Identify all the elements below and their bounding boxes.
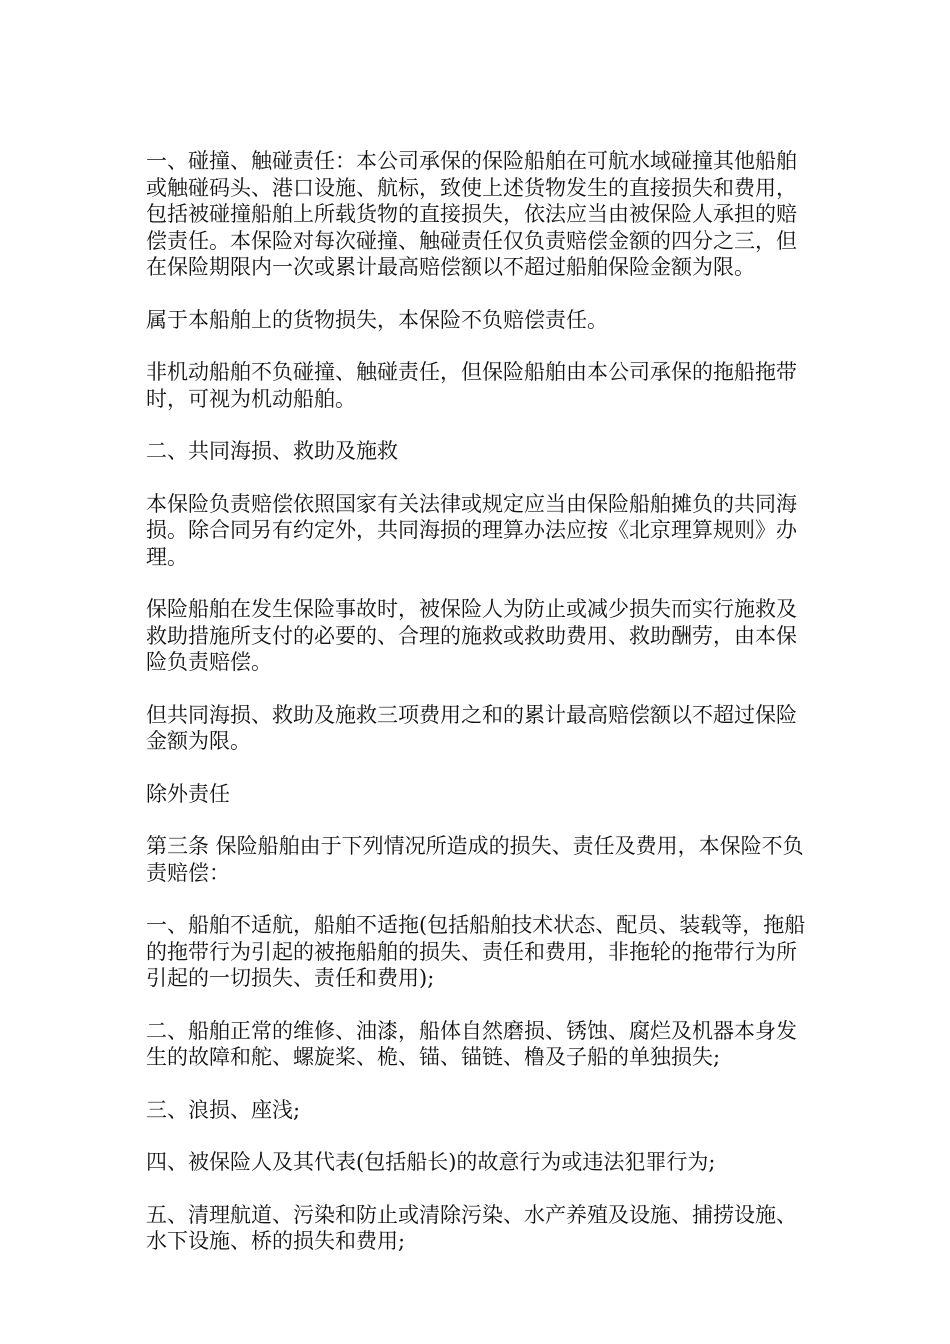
paragraph-general-average: 本保险负责赔偿依照国家有关法律或规定应当由保险船舶摊负的共同海损。除合同另有约定外，共同海损的理算办法应按《北京理算规则》办理。 [146, 491, 797, 569]
exclusion-item-2: 二、船舶正常的维修、油漆，船体自然磨损、锈蚀、腐烂及机器本身发生的故障和舵、螺旋桨、桅、锚、锚链、橹及子船的单独损失; [146, 1018, 797, 1069]
exclusion-item-5: 五、清理航道、污染和防止或清除污染、水产养殖及设施、捕捞设施、水下设施、桥的损失和费用; [146, 1202, 797, 1253]
exclusion-item-1: 一、船舶不适航，船舶不适拖(包括船舶技术状态、配员、装载等，拖船的拖带行为引起的被拖船舶的损失、责任和费用，非拖轮的拖带行为所引起的一切损失、责任和费用); [146, 913, 806, 990]
paragraph-cost-limit: 但共同海损、救助及施救三项费用之和的累计最高赔偿额以不超过保险金额为限。 [146, 702, 797, 753]
paragraph-non-motorized-vessels: 非机动船舶不负碰撞、触碰责任，但保险船舶由本公司承保的拖船拖带时，可视为机动船舶。 [146, 360, 797, 411]
document-body [146, 148, 811, 1281]
heading-general-average: 二、共同海损、救助及施救 [146, 439, 398, 463]
heading-exclusions: 除外责任 [146, 781, 230, 806]
paragraph-article-three: 第三条 保险船舶由于下列情况所造成的损失、责任及费用，本保险不负责赔偿： [146, 834, 804, 885]
paragraph-collision-liability: 一、碰撞、触碰责任：本公司承保的保险船舶在可航水域碰撞其他船舶或触碰码头、港口设施、航标，致使上述货物发生的直接损失和费用，包括被碰撞船舶上所载货物的直接损失，依法应当由被保险人承担的赔偿责任。本保险对每次碰撞、触碰责任仅负责赔偿金额的四分之三，但在保险期限内一次或累计最高赔偿额以不超过船舶保险金额为限。 [146, 149, 797, 279]
paragraph-cargo-loss-exclusion: 属于本船舶上的货物损失，本保险不负赔偿责任。 [146, 307, 608, 332]
paragraph-rescue-costs: 保险船舶在发生保险事故时，被保险人为防止或减少损失而实行施救及救助措施所支付的必要的、合理的施救或救助费用、救助酬劳，由本保险负责赔偿。 [146, 597, 797, 674]
exclusion-item-4: 四、被保险人及其代表(包括船长)的故意行为或违法犯罪行为; [146, 1150, 716, 1174]
exclusion-item-3: 三、浪损、座浅; [146, 1097, 301, 1122]
